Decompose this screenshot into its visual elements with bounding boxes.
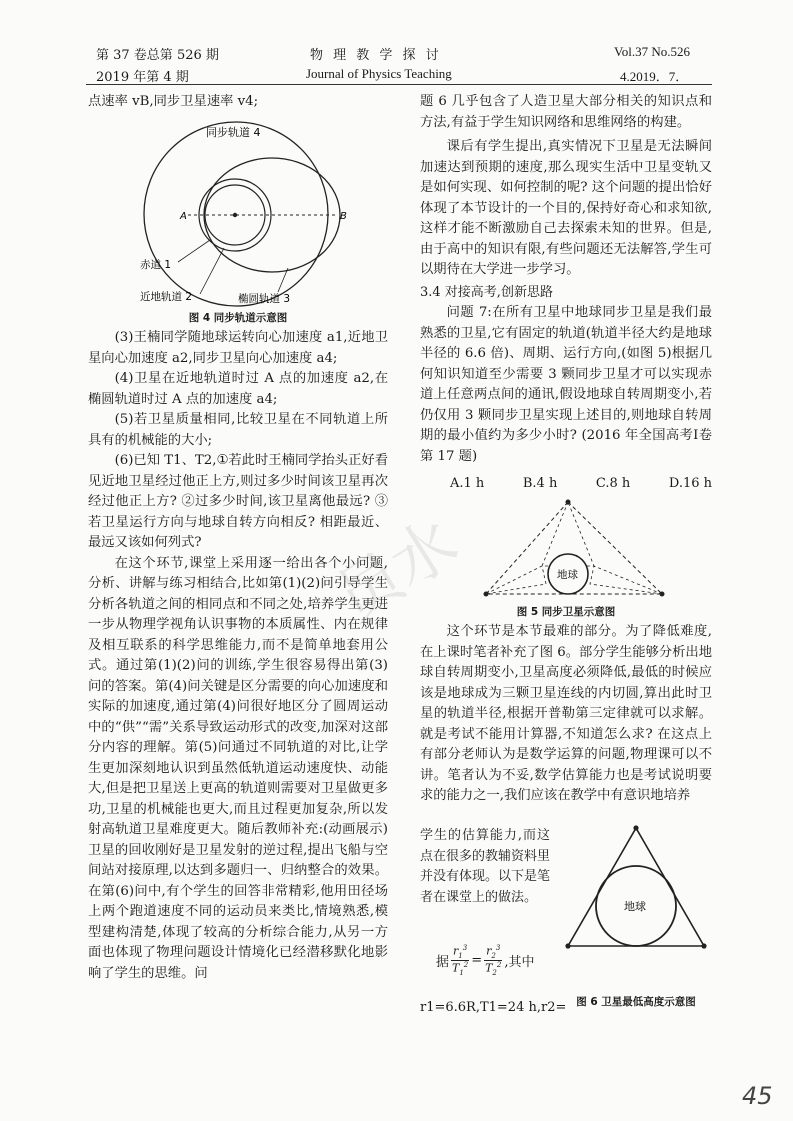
page-number: 45 bbox=[742, 1082, 773, 1110]
kepler-formula: 据 $\frac{r_1^3}{T_1^2}$ = $\frac{r_2^3}{T_2^2}$ ,其中 bbox=[436, 944, 535, 977]
left-intro bbox=[88, 92, 388, 113]
label-point-a: A bbox=[180, 211, 187, 222]
satellite-dot bbox=[484, 592, 489, 597]
para-after-class: 课后有学生提出,真实情况下卫星是无法瞬间加速达到预期的速度,那么现实生活中卫星变轨又是如何实现、如何控制的呢? 这个问题的提出恰好体现了本节设计的一个目的,保持好奇心和求知欲,这样才能不断激励自己去探索未知的世界。但是,由于高中的知识有限,有些问题还无法解答,学生可以期待在大学进一步学习。 bbox=[420, 139, 712, 277]
satellite-dot bbox=[633, 825, 638, 830]
label-ellipse-orbit: 椭圆轨道 3 bbox=[238, 293, 291, 305]
fraction-left: $\frac{r_1^3}{T_1^2}$ bbox=[451, 944, 469, 977]
option-c: C.8 h bbox=[595, 476, 631, 491]
question-7: 问题 7:在所有卫星中地球同步卫星是我们最熟悉的卫星,它有固定的轨道(轨道半径大约是地球半径的 6.6 倍)、周期、运行方向,(如图 5)根据几何知识知道至少需要 3 颗同步卫星才可以实现赤道上任意两点间的通讯,假设地球自转周期变小,若仍仅用 3 颗同步卫星实现上述目的,则地球自转周期的最小值约为多少小时? (2016 年全国高考Ⅰ卷第 17 题) bbox=[420, 305, 712, 464]
question-6: (6)已知 T1、T2,①若此时王楠同学抬头正好看见近地卫星经过他正上方,则过多少时间该卫星再次经过他正上方? ②过多少时间,该卫星离他最远? ③若卫星运行方向与地球自转方向相反? 相距最近、最远又该如何列式? bbox=[88, 453, 388, 550]
figure-4-caption: 图 4 同步轨道示意图 bbox=[188, 312, 288, 324]
wrapped-text bbox=[420, 826, 550, 908]
variable-values: r1=6.6R,T1=24 h,r2= bbox=[420, 1000, 567, 1015]
journal-issue: 2019 年第 4 期 bbox=[96, 70, 189, 85]
label-equator: 赤道 1 bbox=[140, 259, 172, 271]
para-continued: 题 6 几乎包含了人造卫星大部分相关的知识点和方法,有益于学生知识网络和思维网络的构建。 bbox=[420, 94, 712, 130]
volume-number: Vol.37 No.526 bbox=[614, 44, 690, 59]
option-a: A.1 h bbox=[450, 476, 485, 491]
section-heading: 3.4 对接高考,创新思路 bbox=[420, 284, 553, 300]
figure-6-triangle bbox=[560, 822, 712, 952]
label-point-b: B bbox=[340, 211, 347, 222]
para-figure-6: 这个环节是本节最难的部分。为了降低难度,在上课时笔者补充了图 6。部分学生能够分析出地球自转周期变小,卫星高度必须降低,最低的时候应该是地球成为三颗卫星连线的内切圆,算出此时卫星的轨道半径,根据开普勒第三定律就可以求解。就是考试不能用计算器,不知道怎么求? 在这点上有部分老师认为是数学运算的问题,物理课可以不讲。笔者认为不妥,数学估算能力也是考试说明要求的能力之一,我们应该在教学中有意识地培养 bbox=[420, 624, 712, 803]
formula-prefix: 据 bbox=[436, 954, 450, 970]
right-body-top bbox=[420, 92, 712, 467]
label-near-orbit: 近地轨道 2 bbox=[140, 291, 193, 303]
question-4: (4)卫星在近地轨道时过 A 点的加速度 a2,在椭圆轨道时过 A 点的加速度 a4; bbox=[88, 371, 388, 407]
inscribed-triangle bbox=[568, 828, 704, 946]
header-rule bbox=[86, 84, 712, 85]
journal-volume: 第 37 卷总第 526 期 bbox=[96, 48, 219, 63]
option-b: B.4 h bbox=[522, 476, 558, 491]
tangent-lines-left bbox=[486, 566, 546, 594]
question-3: (3)王楠同学随地球运转向心加速度 a1,近地卫星向心加速度 a2,同步卫星向心加速度 a4; bbox=[88, 330, 388, 366]
label-sync-orbit: 同步轨道 4 bbox=[206, 126, 261, 139]
leader-line-equator bbox=[178, 240, 210, 262]
issue-date: 4.2019．7． bbox=[620, 69, 689, 84]
tangent-lines-right bbox=[590, 566, 662, 594]
left-body bbox=[88, 328, 388, 984]
figure-5-caption: 图 5 同步卫星示意图 bbox=[516, 606, 616, 618]
satellite-dot bbox=[701, 943, 706, 948]
formula-suffix: ,其中 bbox=[504, 954, 535, 970]
figure-6-caption: 图 6 卫星最低高度示意图 bbox=[576, 996, 696, 1008]
satellite-dot bbox=[565, 943, 570, 948]
figure-4-orbits bbox=[128, 116, 368, 308]
figure-5-satellites bbox=[478, 496, 678, 602]
earth-label: 地球 bbox=[624, 900, 646, 913]
leader-line-near bbox=[200, 248, 224, 294]
intro-line: 点速率 vB,同步卫星速率 v4; bbox=[88, 94, 259, 109]
fraction-right: $\frac{r_2^3}{T_2^2}$ bbox=[485, 944, 502, 977]
earth-label: 地球 bbox=[557, 569, 578, 581]
satellite-dot bbox=[566, 500, 571, 505]
option-d: D.16 h bbox=[668, 476, 712, 491]
earth-center-dot bbox=[233, 213, 237, 217]
answer-options bbox=[450, 476, 712, 491]
wrap-paragraph: 学生的估算能力,而这点在很多的教辅资料里并没有体现。以下是笔者在课堂上的做法。 bbox=[420, 828, 551, 905]
journal-title-cn: 物 理 教 学 探 讨 bbox=[310, 48, 442, 63]
watermark: 员水 bbox=[323, 505, 472, 637]
journal-title-en: Journal of Physics Teaching bbox=[306, 66, 452, 81]
right-body-fig6 bbox=[420, 622, 712, 807]
satellite-dot bbox=[660, 592, 665, 597]
question-5: (5)若卫星质量相同,比较卫星在不同轨道上所具有的机械能的大小; bbox=[88, 412, 388, 448]
analysis-paragraph: 在这个环节,课堂上采用逐一给出各个小问题,分析、讲解与练习相结合,比如第(1)(2)问引导学生分析各轨道之间的相同点和不同之处,培养学生更进一步从物理学视角认识事物的本质属性、内在规律及相互联系的科学思维能力,而不是简单地套用公式。通过第(1)(2)问的训练,学生很容易得出第(3)问的答案。第(4)问关键是区分需要的向心加速度和实际的加速度,通过第(4)问很好地区分了圆周运动中的“供”“需”关系导致运动形式的改变,加深对这部分内容的理解。第(5)问通过不同轨道的对比,让学生更加深刻地认识到虽然低轨道运动速度快、动能大,但是把卫星送上更高的轨道则需要对卫星做更多功,卫星的机械能也更大,而且过程更加复杂,所以发射高轨道卫星难度更大。随后教师补充:(动画展示)卫星的回收刚好是卫星发射的逆过程,提出飞船与空间站对接原理,以达到多题归一、归纳整合的效果。在第(6)问中,有个学生的回答非常精彩,他用田径场上两个跑道速度不同的运动员来类比,情境熟悉,模型建构清楚,体现了较高的分析综合能力,从另一方面也体现了物理问题设计情境化已经潜移默化地影响了学生的思维。问 bbox=[88, 555, 388, 981]
